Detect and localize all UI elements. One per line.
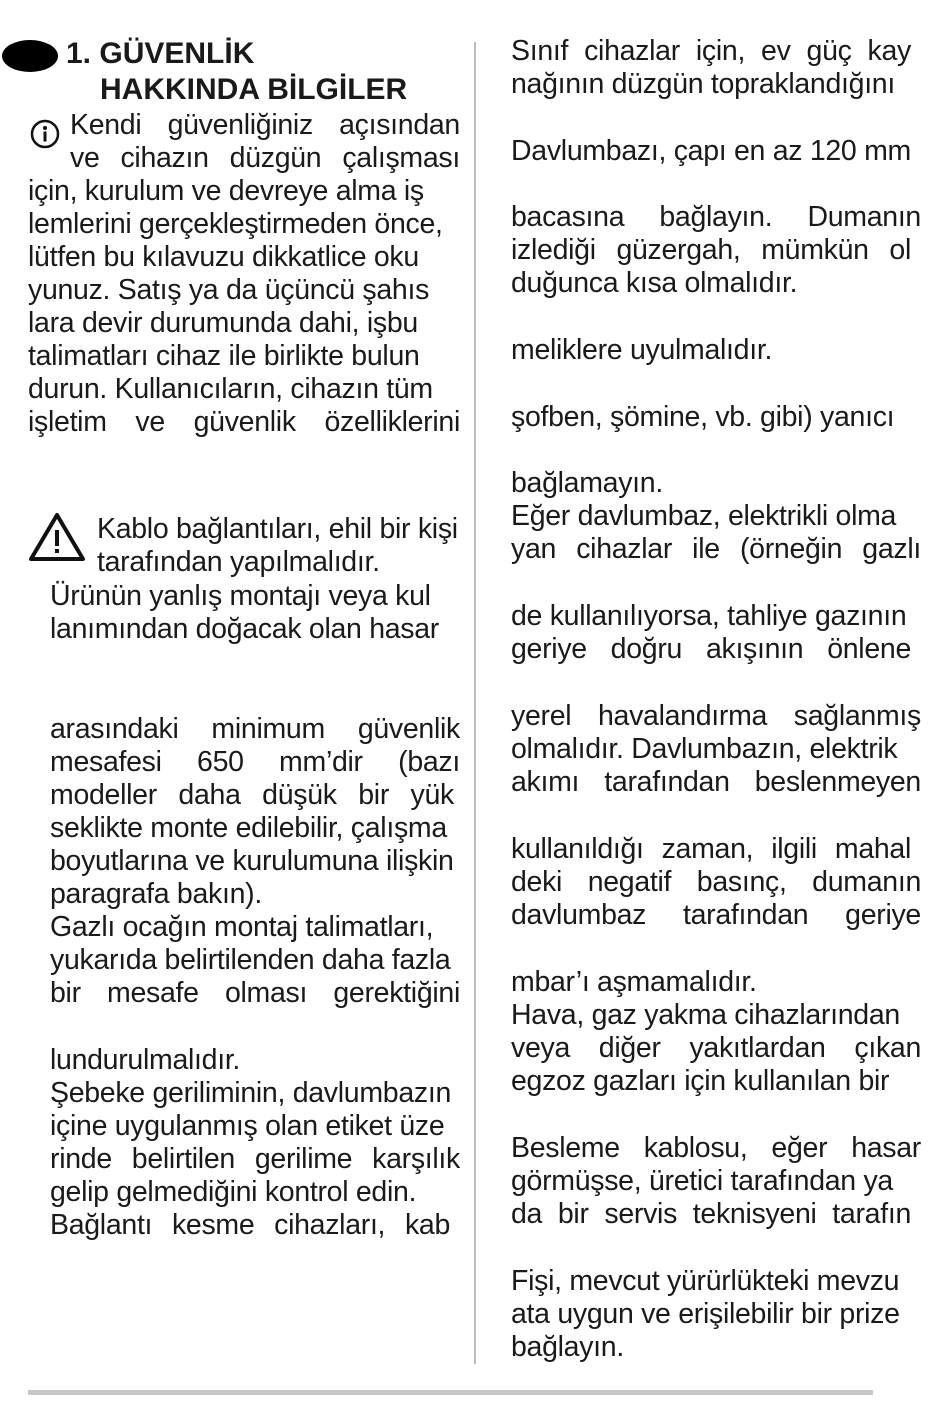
text-line: mbar’ı aşmamalıdır. [511,966,757,998]
text-line: meliklere uyulmalıdır. [511,334,773,366]
text-line: Davlumbazı, çapı en az 120 mm [511,135,911,167]
text-line: bir mesafe olması gerektiğini [50,977,460,1009]
text-line: arasındaki minimum güvenlik [50,713,460,745]
text-line: Ürünün yanlış montajı veya kul [50,580,431,612]
text-line: rinde belirtilen gerilime karşılık [50,1143,460,1175]
text-line: bağlayın. [511,1331,624,1363]
text-line: de kullanılıyorsa, tahliye gazının [511,600,907,632]
text-line: olmalıdır. Davlumbazın, elektrik [511,733,898,765]
text-line: bacasına bağlayın. Dumanın [511,201,921,233]
text-line: paragrafa bakın). [50,878,262,910]
text-line: Fişi, mevcut yürürlükteki mevzu [511,1265,900,1297]
text-line: ata uygun ve erişilebilir bir prize [511,1298,900,1330]
text-line: için, kurulum ve devreye alma iş [28,175,424,207]
text-line: Sınıf cihazlar için, ev güç kay [511,35,911,67]
text-line: yerel havalandırma sağlanmış [511,700,921,732]
text-line: seklikte monte edilebilir, çalışma [50,812,447,844]
text-line: kullanıldığı zaman, ilgili mahal [511,833,911,865]
warning-triangle-icon [28,512,86,562]
text-line: mesafesi 650 mm’dir (bazı [50,746,460,778]
footer-rule [28,1390,873,1395]
text-line: Eğer davlumbaz, elektrikli olma [511,500,897,532]
text-line: lemlerini gerçekleştirmeden önce, [28,208,443,240]
text-line: Bağlantı kesme cihazları, kab [50,1209,450,1241]
text-line: nağının düzgün topraklandığını [511,68,895,100]
text-line: işletim ve güvenlik özelliklerini [28,406,460,438]
text-line: Şebeke geriliminin, davlumbazın [50,1077,452,1109]
text-line: Kablo bağlantıları, ehil bir kişi [97,513,458,545]
text-line: bağlamayın. [511,467,663,499]
text-line: Kendi güvenliğiniz açısından [70,109,460,141]
text-line: yunuz. Satış ya da üçüncü şahıs [28,274,430,306]
text-line: şofben, şömine, vb. gibi) yanıcı [511,401,895,433]
text-line: duğunca kısa olmalıdır. [511,267,798,299]
text-line: deki negatif basınç, dumanın [511,866,921,898]
text-line: davlumbaz tarafından geriye [511,899,921,931]
text-line: lara devir durumunda dahi, işbu [28,307,418,339]
text-line: boyutlarına ve kurulumuna ilişkin [50,845,454,877]
text-line: yan cihazlar ile (örneğin gazlı [511,533,921,565]
column-divider [474,42,476,1364]
text-line: akımı tarafından beslenmeyen [511,766,921,798]
text-line: durun. Kullanıcıların, cihazın tüm [28,373,433,405]
text-line: izlediği güzergah, mümkün ol [511,234,911,266]
text-line: ve cihazın düzgün çalışması [70,142,460,174]
text-line: lundurulmalıdır. [50,1044,241,1076]
section-heading-line1: 1. GÜVENLİK [66,37,255,70]
text-line: yukarıda belirtilenden daha fazla [50,944,451,976]
section-heading-line2: HAKKINDA BİLGİLER [100,73,408,106]
text-line: talimatları cihaz ile birlikte bulun [28,340,420,372]
text-line: modeller daha düşük bir yük [50,779,454,811]
text-line: tarafından yapılmalıdır. [97,546,380,578]
text-line: da bir servis teknisyeni tarafın [511,1198,911,1230]
text-line: Hava, gaz yakma cihazlarından [511,999,900,1031]
section-badge-icon [2,40,58,72]
text-line: veya diğer yakıtlardan çıkan [511,1032,921,1064]
text-line: görmüşse, üretici tarafından ya [511,1165,893,1197]
text-line: geriye doğru akışının önlene [511,633,911,665]
text-line: lütfen bu kılavuzu dikkatlice oku [28,241,419,273]
text-line: Besleme kablosu, eğer hasar [511,1132,921,1164]
info-circle-icon [30,119,60,149]
text-line: içine uygulanmış olan etiket üze [50,1110,445,1142]
text-line: gelip gelmediğini kontrol edin. [50,1176,417,1208]
text-line: egzoz gazları için kullanılan bir [511,1065,890,1097]
text-line: Gazlı ocağın montaj talimatları, [50,911,434,943]
text-line: lanımından doğacak olan hasar [50,613,439,645]
